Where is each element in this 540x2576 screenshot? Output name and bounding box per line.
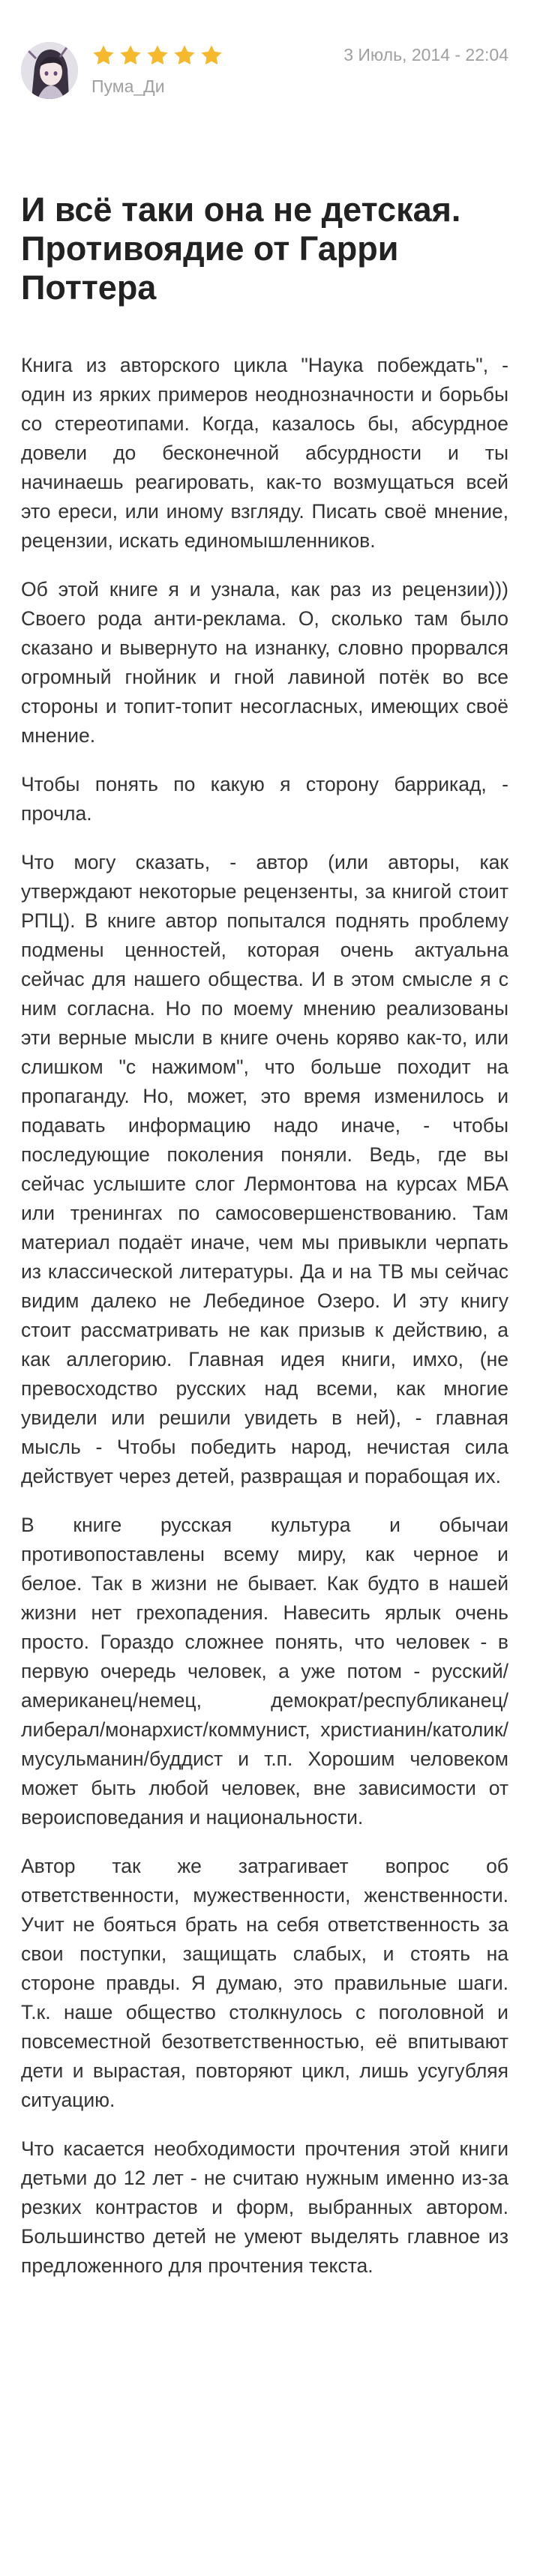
review-date: 3 Июль, 2014 - 22:04: [344, 45, 508, 64]
avatar-image: [21, 42, 78, 99]
review-paragraph: Об этой книге я и узнала, как раз из рецензии))) Своего рода анти-реклама. О, сколько там было сказано и вывернуто на изнанку, словно прорвался огромный гнойник и гной лавиной потёк во все стороны и топит-топит несогласных, имеющих своё мнение.: [21, 578, 508, 747]
review-paragraph: Что могу сказать, - автор (или авторы, как утверждают некоторые рецензенты, за книгой стоит РПЦ). В книге автор попытался поднять проблему подмены ценностей, которая очень актуальна сейчас для нашего общества. И в этом смысле я с ним согласна. Но по моему мнению реализованы эти верные мысли в книге очень коряво как-то, или слишком "с нажимом", что больше походит на пропаганду. Но, может, это время изменилось и подавать информацию надо иначе, - чтобы последующие поколения поняли. Ведь, где вы сейчас услышите слог Лермонтова на курсах МБА или тренингах по самосовершенствованию. Там материал подаёт иначе, чем мы привыкли черпать из классической литературы. Да и на ТВ мы сейчас видим далеко не Лебединое Озеро. И эту книгу стоит рассматривать не как призыв к действию, а как аллегорию. Главная идея книги, имхо, (не превосходство русских над всеми, как многие увидели или решили увидеть в ней), - главная мысль - Чтобы победить народ, нечистая сила действует через детей, развращая и порабощая их.: [21, 851, 508, 1487]
star-icon: [118, 43, 142, 70]
author-name[interactable]: Пума_Ди: [92, 76, 165, 96]
review-header: [21, 42, 508, 105]
star-icon: [92, 43, 116, 70]
avatar[interactable]: [21, 42, 78, 99]
review-body: [21, 351, 508, 2281]
review-paragraph: Книга из авторского цикла "Наука побеждать", - один из ярких примеров неоднозначности и борьбы со стереотипами. Когда, казалось бы, абсурдное довели до бесконечной абсурдности и ты начинаешь реагировать, как-то возмущаться всей это ереси, или иному взгляду. Писать своё мнение, рецензии, искать единомышленников.: [21, 354, 508, 552]
star-icon: [200, 43, 224, 70]
review-paragraph: В книге русская культура и обычаи противопоставлены всему миру, как черное и белое. Так в жизни не бывает. Как будто в нашей жизни нет грехопадения. Навесить ярлык очень просто. Гораздо сложнее понять, что человек - в первую очередь человек, а уже потом - русский/американец/немец, демократ/республиканец/либерал/монархист/коммунист, христианин/католик/мусульманин/буддист и т.п. Хорошим человеком может быть любой человек, вне зависимости от вероисповедания и национальности.: [21, 1514, 508, 1829]
review-paragraph: Что касается необходимости прочтения этой книги детьми до 12 лет - не считаю нужным именно из-за резких контрастов и форм, выбранных автором. Большинство детей не умеют выделять главное из предложенного для прочтения текста.: [21, 2137, 508, 2277]
review-paragraph: Чтобы понять по какую я сторону баррикад, - прочла.: [21, 773, 508, 825]
star-icon: [146, 43, 170, 70]
review-paragraph: Автор так же затрагивает вопрос об ответственности, мужественности, женственности. Учит не бояться брать на себя ответственность за свои поступки, защищать слабых, и стоять на стороне правды. Я думаю, это правильные шаги. Т.к. наше общество столкнулось с поголовной и повсеместной безответственностью, её впитывают дети и вырастая, повторяют цикл, лишь усугубляя ситуацию.: [21, 1855, 508, 2111]
review-title: И всё таки она не детская. Противоядие от Гарри Поттера: [21, 190, 461, 307]
rating-stars: [92, 43, 224, 70]
star-icon: [172, 43, 196, 70]
